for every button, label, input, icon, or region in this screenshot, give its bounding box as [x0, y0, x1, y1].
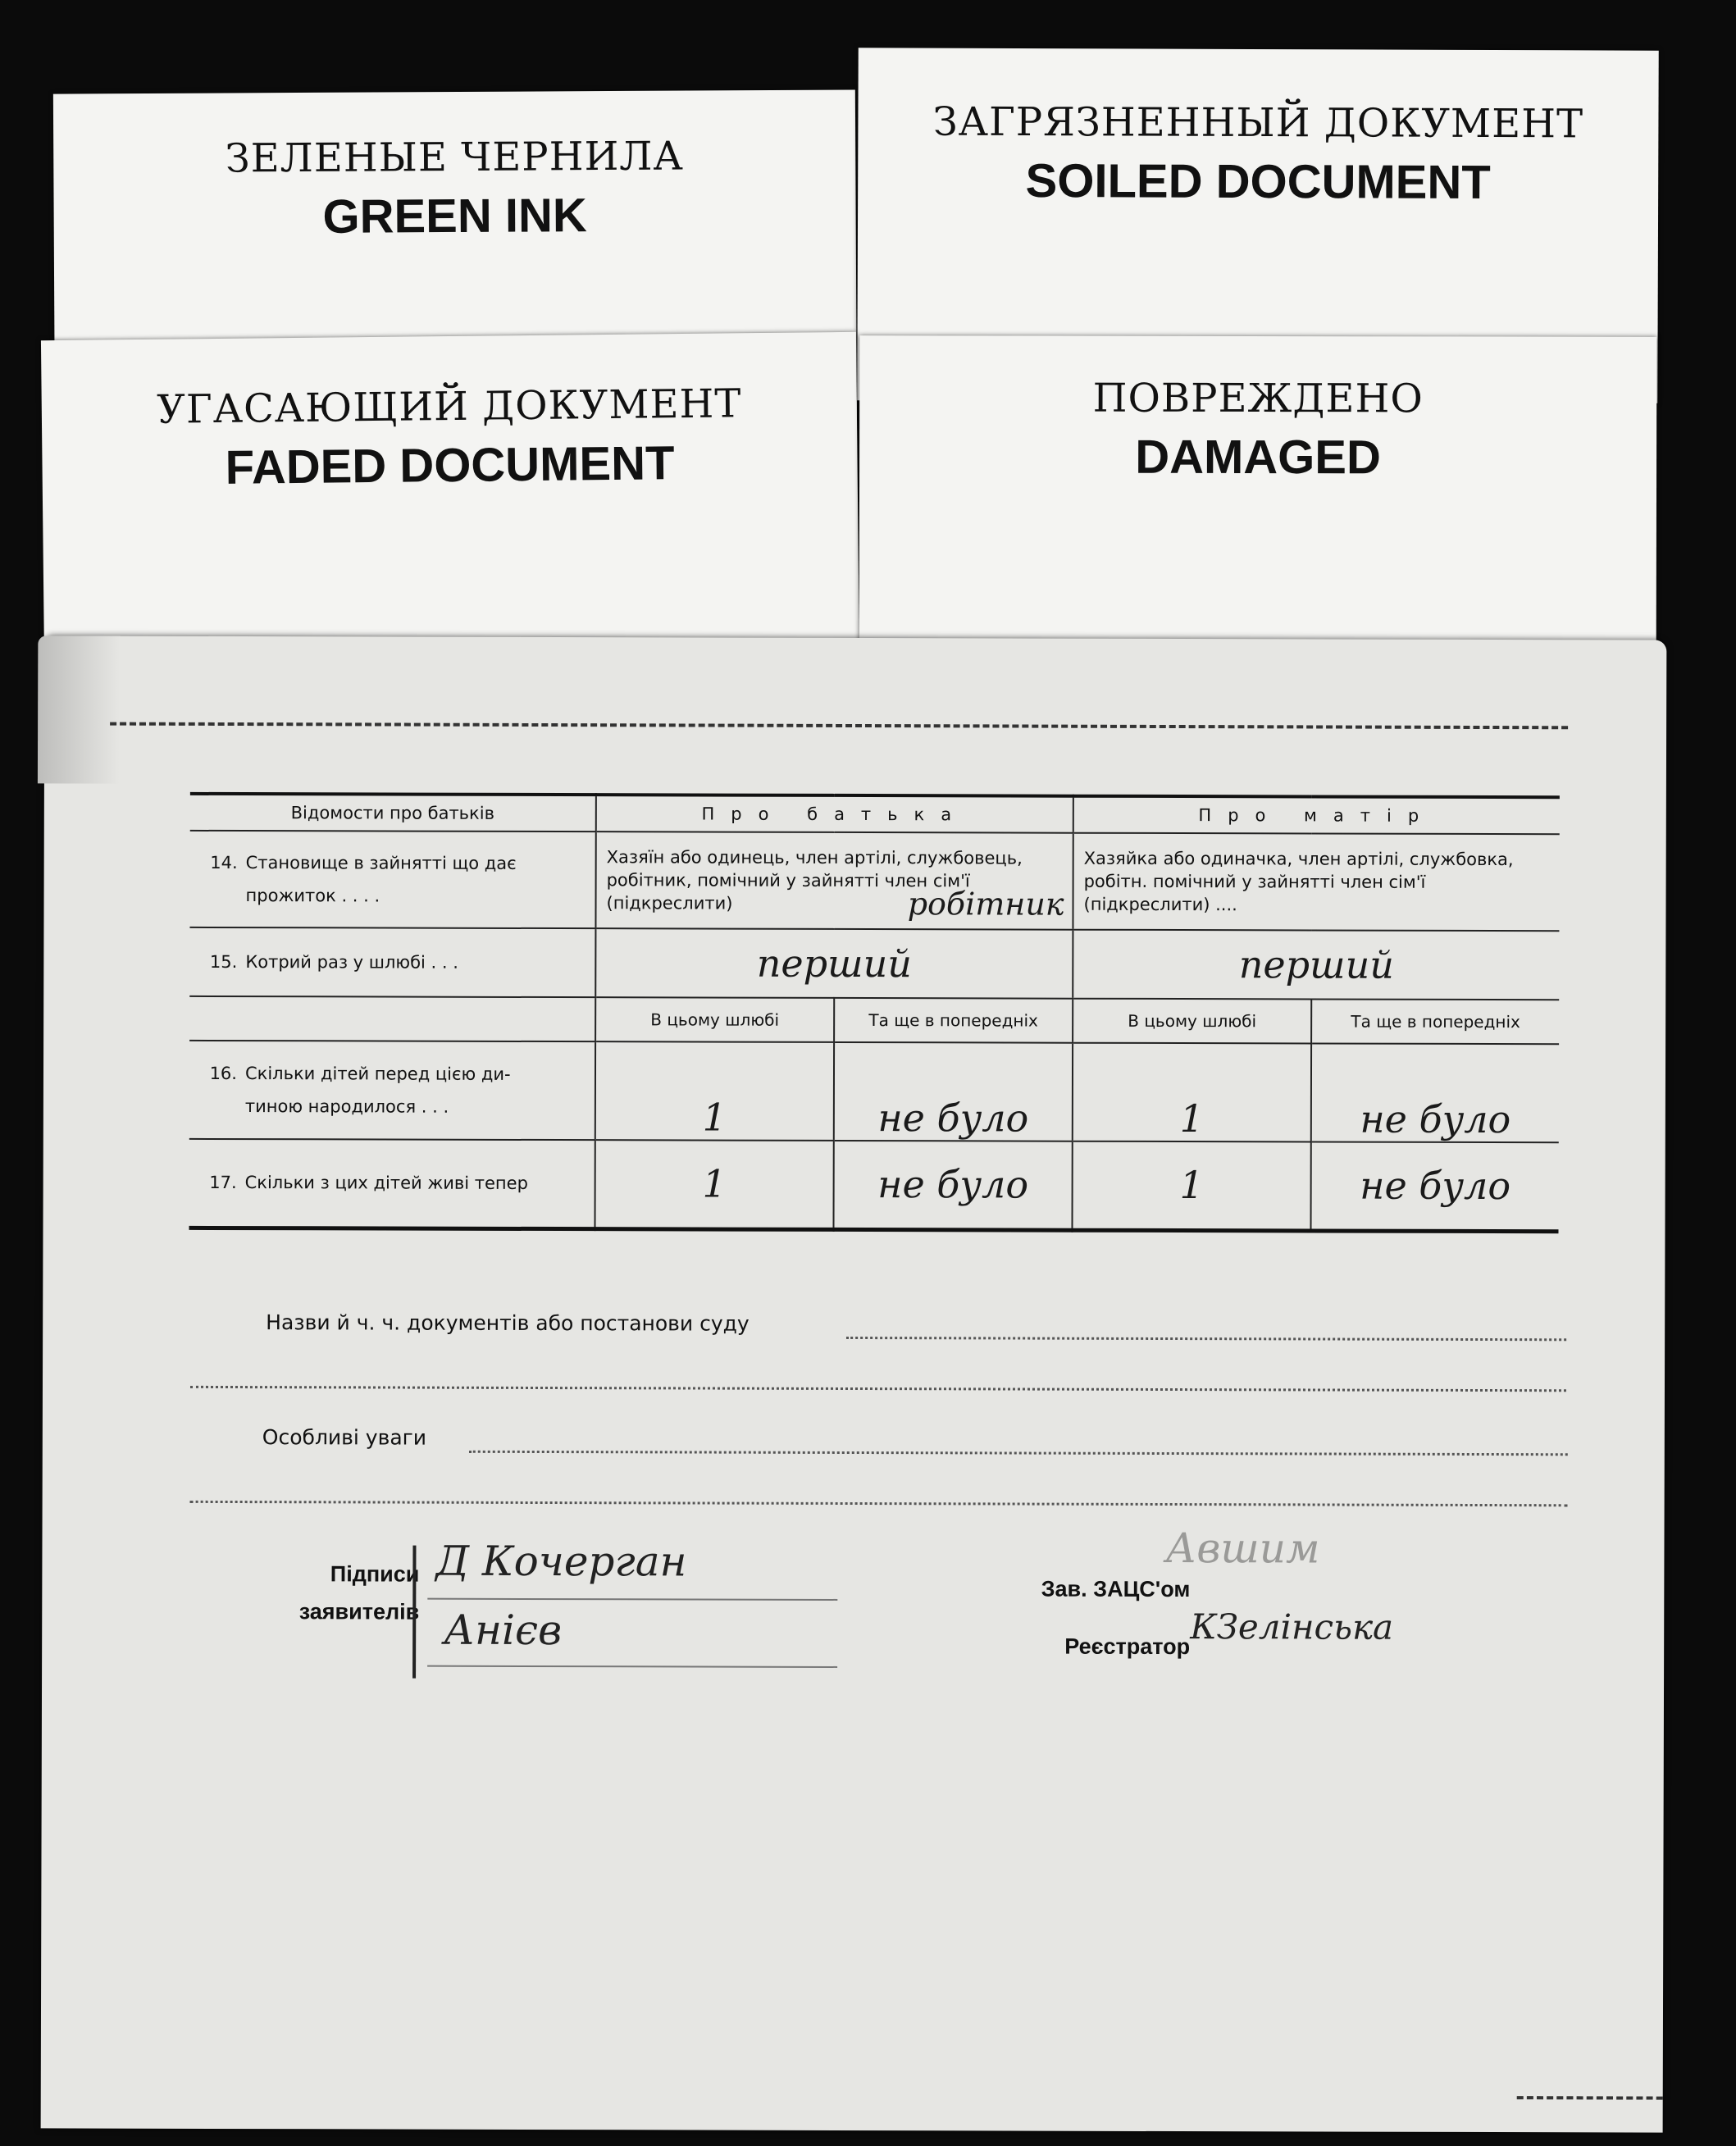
row-16-label-1: Скільки дітей перед цією ди- [244, 1064, 511, 1084]
faded-en: FADED DOCUMENT [225, 436, 675, 494]
parents-table [189, 792, 1559, 1233]
notes-rule-2 [190, 1501, 1568, 1506]
applicant-signature-1: Д Кочерган [435, 1537, 687, 1586]
green-ink-en: GREEN INK [322, 189, 587, 244]
row-17-mother-this: 1 [1072, 1141, 1310, 1231]
documents-rule-1 [846, 1337, 1566, 1341]
row-14-label [189, 831, 595, 928]
applicants-label-1: Підписи [330, 1561, 420, 1587]
documents-label: Назви й ч. ч. документів або постанови суду [266, 1310, 750, 1336]
perforation-line-bottom [1517, 2096, 1663, 2099]
faded-document-card [41, 332, 859, 668]
applicant-rule-1 [427, 1598, 837, 1601]
head-label: Зав. ЗАЦС'ом [1041, 1576, 1191, 1602]
subheader-father-prev: Та ще в попередніх [834, 998, 1073, 1043]
row-17-father-prev: не було [833, 1141, 1072, 1230]
subheader-mother-this: В цьому шлюбі [1073, 999, 1311, 1044]
header-father: Про батька [596, 795, 1073, 833]
row-16-father-prev: не було [834, 1042, 1073, 1141]
header-mother: Про матір [1073, 796, 1560, 835]
row-17-label-text: Скільки з цих дітей живі тепер [244, 1173, 528, 1194]
row-16-label-2: тиною народилося . . . [244, 1096, 449, 1117]
subheader-blank [189, 996, 595, 1041]
damaged-card [859, 335, 1657, 657]
applicant-signature-2: Анієв [444, 1606, 563, 1655]
row-16-mother-prev: не було [1311, 1043, 1559, 1142]
row-15-mother: перший [1073, 930, 1559, 1000]
subheader-father-this: В цьому шлюбі [595, 997, 834, 1042]
applicant-rule-2 [427, 1665, 837, 1668]
head-signature: Авшим [1165, 1524, 1320, 1573]
notes-label: Особливі уваги [262, 1425, 427, 1450]
row-15-label-text: Котрий раз у шлюбі . . . [245, 952, 458, 973]
row-14-mother-printed: Хазяйка або одиначка, член артілі, службовка, робітн. помічний у зайнятті член сім'ї (підкреслити) .... [1083, 848, 1514, 915]
faded-ru: УГАСАЮЩИЙ ДОКУМЕНТ [156, 380, 742, 433]
perforation-line [110, 722, 1568, 730]
row-14-label-1: Становище в зайнятті що дає [245, 853, 517, 873]
row-14-label-2: прожиток . . . . [245, 886, 380, 906]
applicants-label-2: заявителів [298, 1599, 420, 1624]
soiled-ru: ЗАГРЯЗНЕННЫЙ ДОКУМЕНТ [932, 98, 1584, 148]
green-ink-ru: ЗЕЛЕНЫЕ ЧЕРНИЛА [225, 133, 684, 182]
applicants-label [181, 1555, 419, 1631]
subheader-mother-prev: Та ще в попередніх [1311, 999, 1559, 1044]
row-16-label [189, 1041, 595, 1140]
row-17-mother-prev: не було [1310, 1141, 1558, 1231]
row-17-label [189, 1139, 595, 1228]
damaged-ru: ПОВРЕЖДЕНО [1092, 375, 1424, 422]
documents-rule-2 [190, 1386, 1566, 1392]
row-14-father-printed: Хазяїн або одинець, член артілі, службовець, робітник, помічний у зайнятті член сім'ї (підкреслити) [606, 847, 1023, 914]
row-17-father-this: 1 [595, 1140, 833, 1229]
signature-brace [412, 1546, 416, 1679]
row-14-father [595, 832, 1073, 930]
row-15-num: 15. [209, 951, 238, 973]
row-17-num: 17. [209, 1173, 237, 1193]
header-parents: Відомости про батьків [190, 794, 596, 832]
soiled-en: SOILED DOCUMENT [1025, 154, 1491, 209]
row-15-father: перший [595, 928, 1073, 999]
row-14-num: 14. [210, 852, 238, 873]
row-14-mother [1073, 833, 1559, 932]
row-16-father-this: 1 [595, 1041, 834, 1141]
row-15-label [189, 927, 595, 997]
row-14-father-hand: робітник [907, 886, 1064, 923]
registry-form-sheet [41, 636, 1667, 2132]
damaged-en: DAMAGED [1135, 430, 1381, 485]
notes-rule-1 [469, 1451, 1568, 1456]
registrar-signature: КЗелінська [1190, 1606, 1394, 1647]
registrar-label: Реєстратор [1064, 1633, 1191, 1660]
row-16-num: 16. [209, 1063, 238, 1084]
folded-corner [38, 636, 120, 783]
row-16-mother-this: 1 [1073, 1043, 1311, 1142]
